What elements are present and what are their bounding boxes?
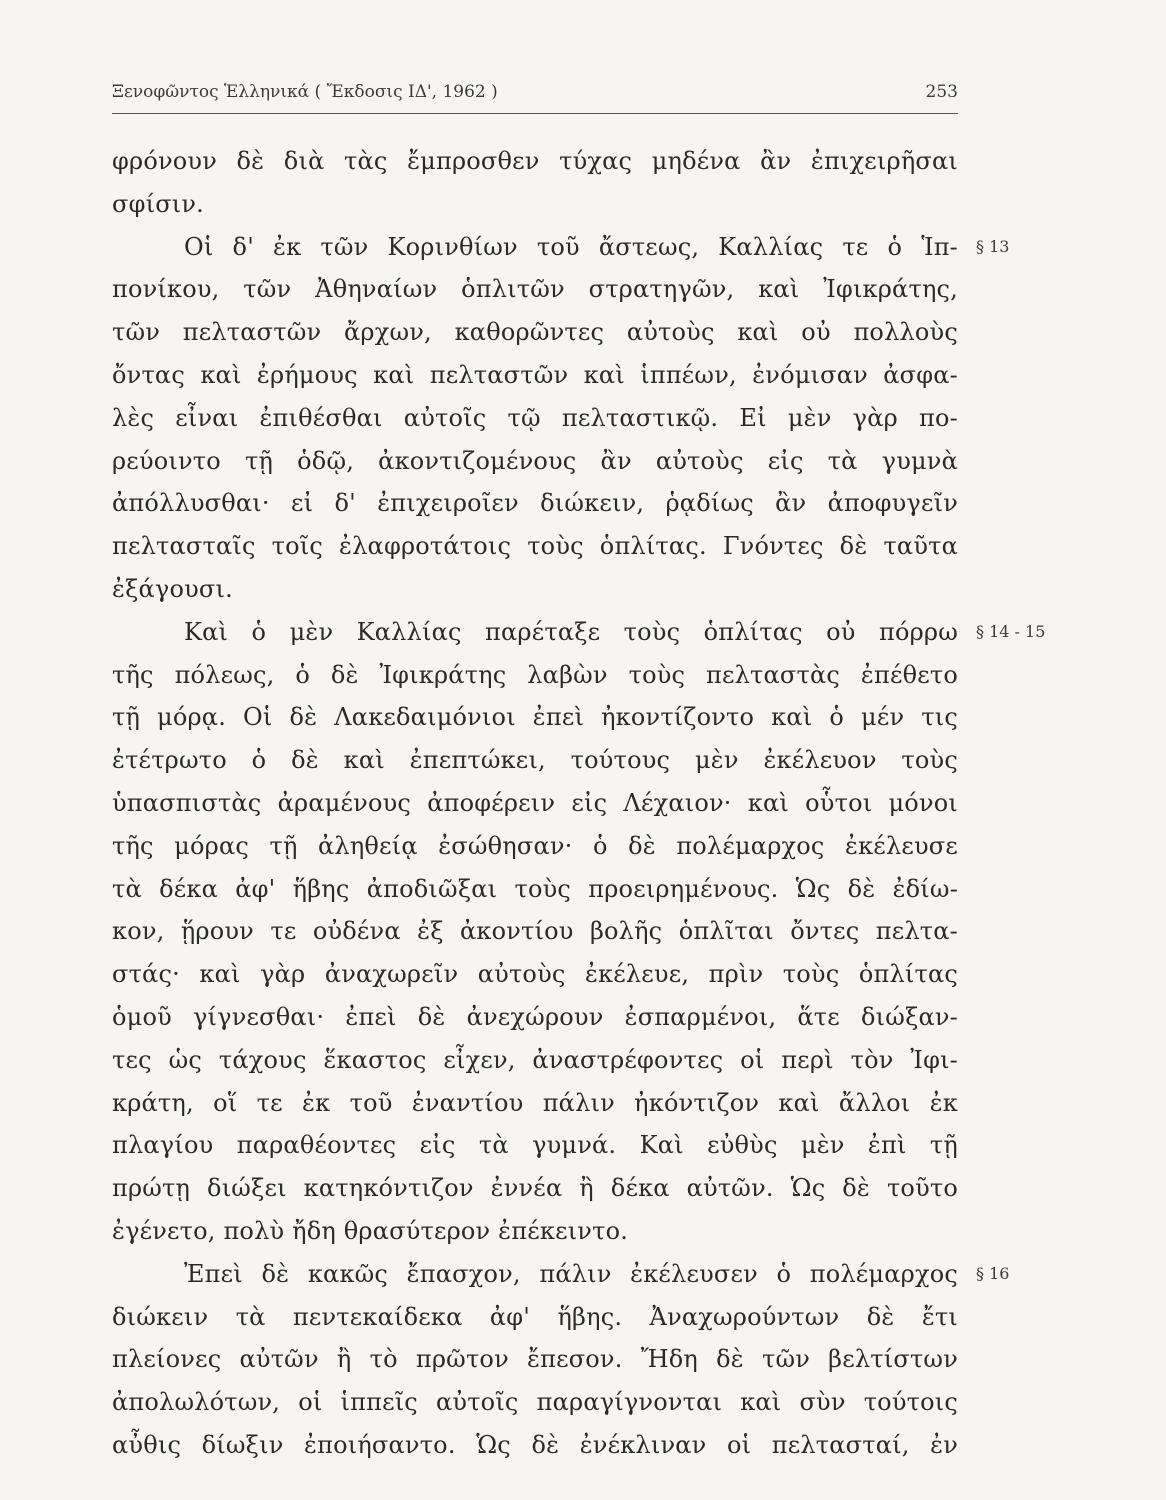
text-line: αὖθις δίωξιν ἐποιήσαντο. Ὡς δὲ ἐνέκλιναν οἱ πελτασταί, ἐν [112, 1430, 958, 1459]
text-line: ἐγένετο, πολὺ ἤδη θρασύτερον ἐπέκειντο. [112, 1216, 629, 1245]
text-line: Ἐπεὶ δὲ κακῶς ἔπασχον, πάλιν ἐκέλευσεν ὁ πολέμαρχος [184, 1259, 958, 1288]
text-line: ὄντας καὶ ἐρήμους καὶ πελταστῶν καὶ ἱππέων, ἐνόμισαν ἀσφα- [112, 360, 958, 389]
page-number: 253 [925, 82, 958, 102]
text-line: Καὶ ὁ μὲν Καλλίας παρέταξε τοὺς ὁπλίτας οὐ πόρρω [184, 617, 958, 646]
text-line: τῶν πελταστῶν ἄρχων, καθορῶντες αὐτοὺς καὶ οὐ πολλοὺς [112, 318, 958, 347]
text-line: ἐξάγουσι. [112, 574, 233, 603]
text-line: τὰ δέκα ἀφ' ἥβης ἀποδιῶξαι τοὺς προειρημένους. Ὡς δὲ ἐδίω- [112, 874, 958, 903]
text-line: ὁμοῦ γίγνεσθαι· ἐπεὶ δὲ ἀνεχώρουν ἐσπαρμένοι, ἅτε διώξαν- [112, 1002, 958, 1031]
text-line: ρεύοιντο τῇ ὁδῷ, ἀκοντιζομένους ἂν αὐτοὺς εἰς τὰ γυμνὰ [112, 446, 958, 475]
section-marker: § 13 [976, 236, 1010, 256]
text-line: διώκειν τὰ πεντεκαίδεκα ἀφ' ἥβης. Ἀναχωρούντων δὲ ἔτι [112, 1302, 958, 1331]
text-line: ἀπόλλυσθαι· εἰ δ' ἐπιχειροῖεν διώκειν, ῥᾳδίως ἂν ἀποφυγεῖν [112, 489, 958, 518]
text-line: ὑπασπιστὰς ἀραμένους ἀποφέρειν εἰς Λέχαιον· καὶ οὗτοι μόνοι [112, 788, 958, 817]
text-line: πλαγίου παραθέοντες εἰς τὰ γυμνά. Καὶ εὐθὺς μὲν ἐπὶ τῇ [112, 1131, 958, 1160]
text-line: φρόνουν δὲ διὰ τὰς ἔμπροσθεν τύχας μηδένα ἂν ἐπιχειρῆσαι [112, 147, 958, 175]
section-marker: § 16 [976, 1263, 1010, 1283]
text-line: Οἱ δ' ἐκ τῶν Κορινθίων τοῦ ἄστεως, Καλλίας τε ὁ Ἱπ- [184, 232, 958, 261]
text-line: στάς· καὶ γὰρ ἀναχωρεῖν αὐτοὺς ἐκέλευε, πρὶν τοὺς ὁπλίτας [112, 960, 958, 989]
text-line: σφίσιν. [112, 189, 205, 218]
body-text [112, 140, 958, 1467]
running-head [112, 78, 958, 108]
text-line: κον, ᾕρουν τε οὐδένα ἐξ ἀκοντίου βολῆς ὁπλῖται ὄντες πελτα- [112, 917, 958, 946]
header-rule [112, 113, 958, 114]
running-head-title: Ξενοφῶντος Ἑλληνικά ( Ἔκδοσις ΙΔ', 1962 ) [112, 82, 498, 102]
text-line: ἐτέτρωτο ὁ δὲ καὶ ἐπεπτώκει, τούτους μὲν ἐκέλευον τοὺς [112, 746, 958, 775]
text-line: ἀπολωλότων, οἱ ἱππεῖς αὐτοῖς παραγίγνονται καὶ σὺν τούτοις [112, 1388, 958, 1417]
text-line: πελτασταῖς τοῖς ἐλαφροτάτοις τοὺς ὁπλίτας. Γνόντες δὲ ταῦτα [112, 532, 958, 561]
text-line: τῆς μόρας τῇ ἀληθείᾳ ἐσώθησαν· ὁ δὲ πολέμαρχος ἐκέλευσε [112, 831, 958, 860]
text-line: πρώτῃ διώξει κατηκόντιζον ἐννέα ἢ δέκα αὐτῶν. Ὡς δὲ τοῦτο [112, 1174, 958, 1203]
text-line: πλείονες αὐτῶν ἢ τὸ πρῶτον ἔπεσον. Ἤδη δὲ τῶν βελτίστων [112, 1345, 958, 1374]
text-line: τῆς πόλεως, ὁ δὲ Ἰφικράτης λαβὼν τοὺς πελταστὰς ἐπέθετο [112, 660, 958, 689]
text-line: τῇ μόρᾳ. Οἱ δὲ Λακεδαιμόνιοι ἐπεὶ ἠκοντίζοντο καὶ ὁ μέν τις [112, 703, 958, 732]
text-line: τες ὡς τάχους ἕκαστος εἶχεν, ἀναστρέφοντες οἱ περὶ τὸν Ἰφι- [112, 1045, 958, 1074]
text-line: κράτη, οἵ τε ἐκ τοῦ ἐναντίου πάλιν ἠκόντιζον καὶ ἄλλοι ἐκ [112, 1088, 958, 1117]
text-line: πονίκου, τῶν Ἀθηναίων ὁπλιτῶν στρατηγῶν, καὶ Ἰφικράτης, [112, 275, 958, 304]
text-line: λὲς εἶναι ἐπιθέσθαι αὐτοῖς τῷ πελταστικῷ. Εἰ μὲν γὰρ πο- [112, 403, 958, 432]
section-marker: § 14 - 15 [976, 621, 1046, 641]
